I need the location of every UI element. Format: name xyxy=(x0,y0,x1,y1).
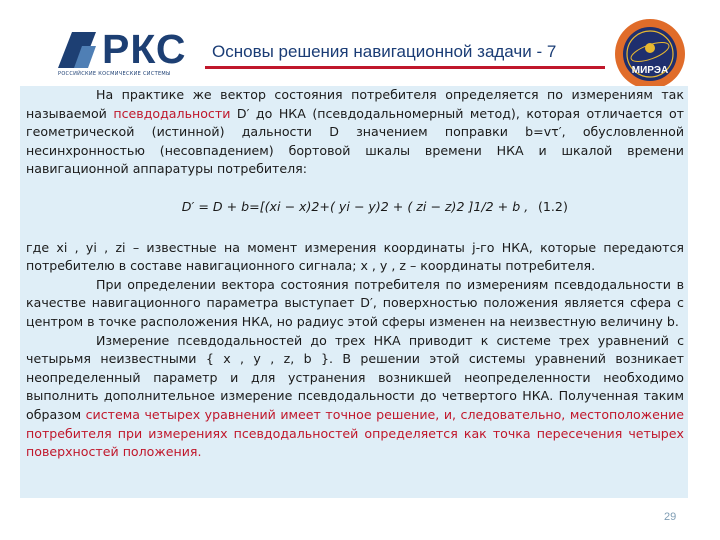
logo-subtitle: РОССИЙСКИЕ КОСМИЧЕСКИЕ СИСТЕМЫ xyxy=(58,71,171,77)
paragraph-1 xyxy=(26,86,684,179)
p1-text-b: D′ до НКА (псевдодальномерный метод), которая отличается от геометрической (истинной) дальности D значением поправки b=vτ′, обусловленной несинхронностью (несовпадением) бортовой шкалы времени НКА и шкалой времени навигационной аппаратуры потребителя: xyxy=(26,105,684,177)
paragraph-4 xyxy=(26,332,684,462)
rks-logo-mark-icon xyxy=(58,32,96,68)
page-number: 29 xyxy=(664,511,677,523)
logo-text: РКС xyxy=(102,26,187,72)
pseudorange-term: псевдодальности xyxy=(113,105,231,121)
p1-text-a: На практике же вектор состояния потребителя определяется по измерениям так называемой xyxy=(26,87,684,121)
emblem-label: МИРЭА xyxy=(631,65,669,76)
mirea-emblem-icon xyxy=(614,18,686,90)
title-underline xyxy=(205,66,605,69)
paragraph-2 xyxy=(26,239,684,276)
p3-text: При определении вектора состояния потребителя по измерениям псевдодальности в качестве навигационного параметра выступает D′, поверхностью положения является сфера с центром в точке расположения НКА, но радиус этой сферы изменен на неизвестную величину b. xyxy=(26,276,684,329)
p4-highlight: система четырех уравнений имеет точное решение, и, следовательно, местоположение потребителя при измерениях псевдодальностей определяется как точка пересечения четырех поверхностей положения. xyxy=(26,406,684,460)
p4-text-a: Измерение псевдодальностей до трех НКА приводит к системе трех уравнений с четырьмя неизвестными { x , y , z, b }. В решении этой системы уравнений возникает неопределенный параметр и для устранения возникшей неопределенности необходимо выполнить дополнительное измерение псевдодальности до четвертого НКА. Полученная таким образом xyxy=(26,332,684,422)
p2-text: где xi , yi , zi – известные на момент измерения координаты j-го НКА, которые передаются потребителю в составе навигационного сигнала; x , y , z – координаты потребителя. xyxy=(26,239,684,274)
rks-logo xyxy=(58,26,188,80)
equation-1-2 xyxy=(26,198,684,217)
content-panel xyxy=(20,86,688,498)
paragraph-3 xyxy=(26,276,684,332)
equation-body: D′ = D + b=[(xi − x)2+( yi − y)2 + ( zi − z)2 ]1/2 + b , xyxy=(181,198,529,214)
slide-title: Основы решения навигационной задачи - 7 xyxy=(212,42,557,61)
equation-number: (1.2) xyxy=(538,198,568,214)
